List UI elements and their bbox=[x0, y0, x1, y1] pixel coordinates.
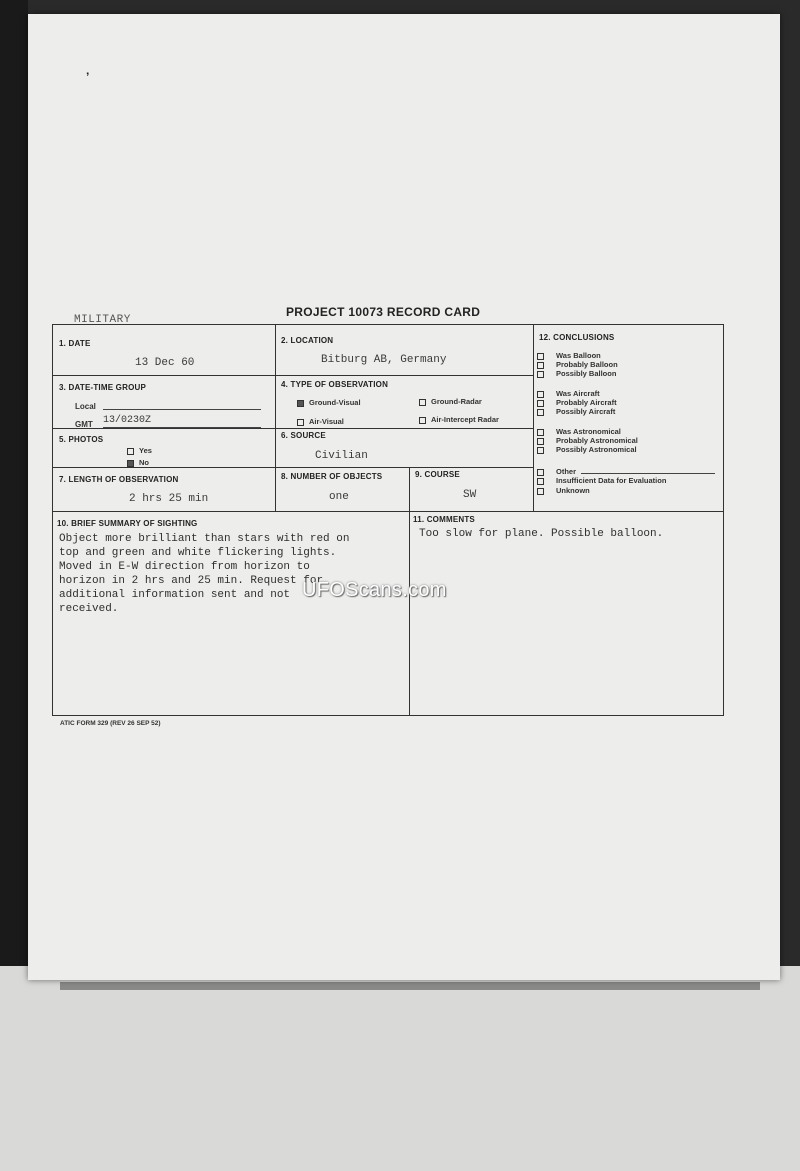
conclusion-possibly-balloon bbox=[537, 369, 616, 378]
source-value: Civilian bbox=[315, 450, 368, 462]
summary-text bbox=[59, 532, 349, 616]
checkbox-icon bbox=[537, 400, 544, 407]
length-label: 7. LENGTH OF OBSERVATION bbox=[59, 475, 179, 484]
checkbox-checked-icon bbox=[297, 400, 304, 407]
conclusion-label: Unknown bbox=[556, 486, 590, 495]
checkbox-icon bbox=[537, 478, 544, 485]
checkbox-icon bbox=[419, 399, 426, 406]
conclusion-label: Was Astronomical bbox=[556, 427, 621, 436]
date-value: 13 Dec 60 bbox=[135, 357, 195, 369]
checkbox-icon bbox=[127, 448, 134, 455]
option-air-intercept-radar bbox=[419, 415, 499, 424]
grid-line bbox=[275, 325, 276, 511]
lower-strip bbox=[60, 982, 760, 990]
conclusion-label: Possibly Astronomical bbox=[556, 445, 637, 454]
conclusion-was-balloon bbox=[537, 351, 601, 360]
checkbox-icon bbox=[537, 488, 544, 495]
checkbox-icon bbox=[537, 353, 544, 360]
grid-line bbox=[53, 375, 533, 376]
conclusion-probably-aircraft bbox=[537, 398, 617, 407]
option-label: Air-Visual bbox=[309, 417, 344, 426]
option-ground-radar bbox=[419, 397, 482, 406]
conclusion-label: Insufficient Data for Evaluation bbox=[556, 476, 667, 485]
checkbox-icon bbox=[537, 469, 544, 476]
card-title: PROJECT 10073 RECORD CARD bbox=[286, 305, 481, 319]
grid-line bbox=[53, 428, 533, 429]
summary-label: 10. BRIEF SUMMARY OF SIGHTING bbox=[57, 519, 198, 528]
conclusion-unknown bbox=[537, 486, 590, 495]
gmt-line bbox=[103, 427, 261, 428]
grid-line bbox=[53, 467, 533, 468]
checkbox-icon bbox=[419, 417, 426, 424]
local-line bbox=[103, 409, 261, 410]
summary-line: additional information sent and not bbox=[59, 589, 291, 601]
local-label: Local bbox=[75, 402, 96, 411]
summary-line: top and green and white flickering lights. bbox=[59, 547, 337, 559]
conclusion-label: Probably Aircraft bbox=[556, 398, 617, 407]
conclusion-label: Possibly Balloon bbox=[556, 369, 617, 378]
checkbox-icon bbox=[537, 447, 544, 454]
photos-no-label: No bbox=[139, 458, 149, 467]
comments-text: Too slow for plane. Possible balloon. bbox=[419, 528, 664, 540]
option-label: Ground-Radar bbox=[431, 397, 482, 406]
record-card bbox=[52, 324, 724, 716]
gmt-value: 13/0230Z bbox=[103, 415, 152, 426]
checkbox-icon bbox=[537, 438, 544, 445]
date-label: 1. DATE bbox=[59, 339, 91, 348]
scan-left-edge bbox=[0, 0, 28, 980]
summary-line: Object more brilliant than stars with red on bbox=[59, 533, 350, 545]
summary-line: received. bbox=[59, 603, 119, 615]
grid-line bbox=[53, 511, 723, 512]
form-id: ATIC FORM 329 (REV 26 SEP 52) bbox=[60, 720, 161, 727]
length-value: 2 hrs 25 min bbox=[129, 493, 209, 505]
watermark: UFOScans.com bbox=[302, 579, 447, 601]
num-objects-value: one bbox=[329, 491, 349, 503]
checkbox-icon bbox=[537, 429, 544, 436]
checkbox-icon bbox=[537, 371, 544, 378]
conclusions-label: 12. CONCLUSIONS bbox=[539, 333, 615, 342]
comments-label: 11. COMMENTS bbox=[413, 515, 475, 524]
location-label: 2. LOCATION bbox=[281, 336, 334, 345]
num-objects-label: 8. NUMBER OF OBJECTS bbox=[281, 472, 383, 481]
option-ground-visual bbox=[297, 398, 361, 407]
grid-line bbox=[533, 325, 534, 511]
conclusion-label: Was Balloon bbox=[556, 351, 601, 360]
gmt-label: GMT bbox=[75, 420, 93, 429]
corner-mark: ’ bbox=[86, 70, 90, 84]
checkbox-checked-icon bbox=[127, 460, 134, 467]
classification-stamp: MILITARY bbox=[74, 314, 131, 326]
checkbox-icon bbox=[537, 362, 544, 369]
conclusion-label: Other bbox=[556, 467, 577, 476]
conclusion-possibly-astronomical bbox=[537, 445, 637, 454]
option-air-visual bbox=[297, 417, 344, 426]
source-label: 6. SOURCE bbox=[281, 431, 326, 440]
option-label: Air-Intercept Radar bbox=[431, 415, 499, 424]
conclusion-label: Probably Astronomical bbox=[556, 436, 638, 445]
conclusion-was-astronomical bbox=[537, 427, 621, 436]
option-label: Ground-Visual bbox=[309, 398, 361, 407]
conclusion-was-aircraft bbox=[537, 389, 600, 398]
summary-line: horizon in 2 hrs and 25 min. Request for bbox=[59, 575, 324, 587]
conclusion-label: Probably Balloon bbox=[556, 360, 618, 369]
conclusion-label: Was Aircraft bbox=[556, 389, 600, 398]
dtg-label: 3. DATE-TIME GROUP bbox=[59, 383, 147, 392]
photos-yes-label: Yes bbox=[139, 446, 152, 455]
photos-label: 5. PHOTOS bbox=[59, 435, 104, 444]
other-line bbox=[581, 473, 715, 474]
summary-line: Moved in E-W direction from horizon to bbox=[59, 561, 310, 573]
conclusion-label: Possibly Aircraft bbox=[556, 407, 616, 416]
conclusion-probably-astronomical bbox=[537, 436, 638, 445]
conclusion-other bbox=[537, 467, 576, 476]
location-value: Bitburg AB, Germany bbox=[321, 354, 447, 366]
type-label: 4. TYPE OF OBSERVATION bbox=[281, 380, 389, 389]
photos-yes bbox=[127, 446, 152, 455]
conclusion-probably-balloon bbox=[537, 360, 618, 369]
lower-sheet bbox=[0, 966, 800, 1171]
course-label: 9. COURSE bbox=[415, 470, 460, 479]
conclusion-possibly-aircraft bbox=[537, 407, 615, 416]
photos-no bbox=[127, 458, 149, 467]
checkbox-icon bbox=[537, 391, 544, 398]
checkbox-icon bbox=[297, 419, 304, 426]
checkbox-icon bbox=[537, 409, 544, 416]
conclusion-insufficient-data bbox=[537, 476, 666, 485]
course-value: SW bbox=[463, 489, 477, 501]
